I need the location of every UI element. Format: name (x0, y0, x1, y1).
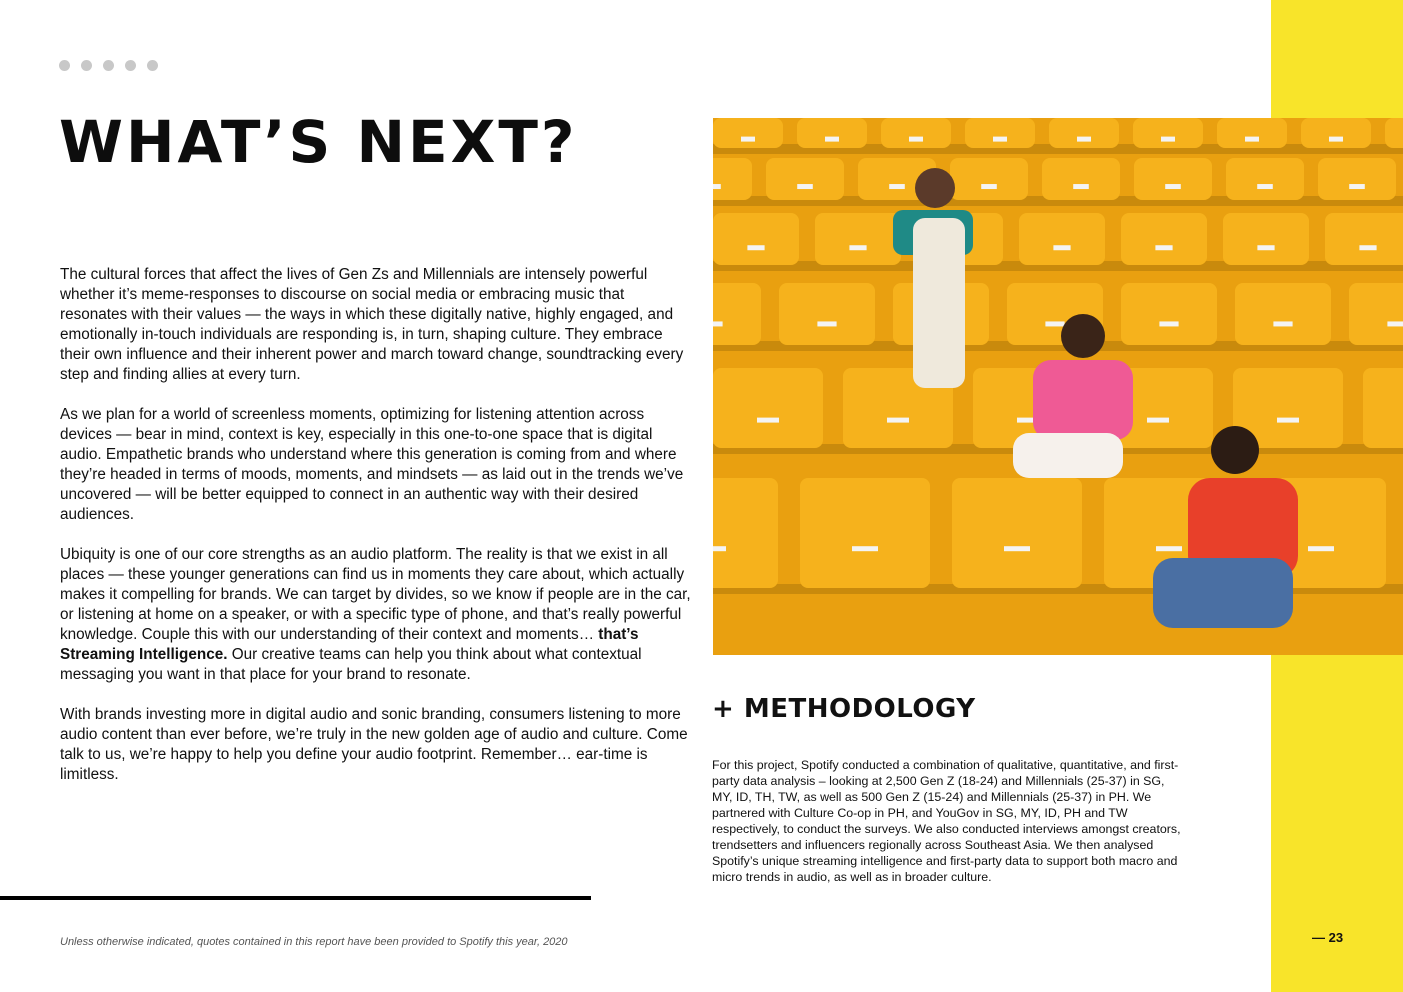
stadium-seat (713, 368, 823, 448)
paragraph-3-outro: Our creative teams can help you think about what contextual messaging you want in that place for your brand to resonate. (60, 646, 642, 683)
seat-number-plate (1277, 418, 1299, 423)
stadium-seat (713, 478, 778, 588)
stadium-seat (1049, 118, 1119, 148)
stadium-seats-photo (713, 118, 1403, 655)
seat-number-plate (909, 137, 923, 142)
seat-number-plate (1359, 245, 1376, 250)
stadium-seat (1385, 118, 1403, 148)
seat-number-plate (713, 184, 721, 189)
body-text (60, 265, 692, 805)
stadium-seat (815, 213, 901, 265)
person-head (1061, 314, 1105, 358)
stadium-seat (766, 158, 844, 200)
methodology-title: + METHODOLOGY (712, 694, 976, 724)
person-pink-top (1033, 360, 1133, 440)
stadium-seat (800, 478, 930, 588)
stadium-seat (713, 158, 752, 200)
stadium-seat (779, 283, 875, 345)
seat-number-plate (981, 184, 997, 189)
seat-number-plate (852, 546, 878, 551)
stadium-seat (1121, 213, 1207, 265)
seat-number-plate (1161, 137, 1175, 142)
stadium-seat (1134, 158, 1212, 200)
stadium-seat (713, 213, 799, 265)
footnote: Unless otherwise indicated, quotes contained in this report have been provided to Spotify this year, 2020 (60, 936, 568, 948)
stadium-seat (1349, 283, 1403, 345)
streaming-intelligence-highlight: that’s Streaming Intelligence. (60, 626, 639, 663)
seat-number-plate (1165, 184, 1181, 189)
page-title: WHAT’S NEXT? (59, 108, 578, 176)
stadium-seat (713, 118, 783, 148)
seat-number-plate (1147, 418, 1169, 423)
seat-number-plate (1257, 184, 1273, 189)
stadium-seat (1363, 368, 1403, 448)
stadium-seat (1301, 118, 1371, 148)
progress-dot (81, 60, 92, 71)
body-paragraph-2: As we plan for a world of screenless moments, optimizing for listening attention across devices — bear in mind, context is key, especially in this one-to-one space that is digital audio. Empathetic brands who understand where this generation is coming from and where they’re headed in terms of moods, moments, and mindsets — as laid out in the trends we’ve uncovered — will be better equipped to connect in an authentic way with their desired audiences. (60, 406, 684, 523)
seat-number-plate (1387, 321, 1403, 326)
seat-number-plate (797, 184, 813, 189)
seat-number-plate (1155, 245, 1172, 250)
seat-number-plate (741, 137, 755, 142)
stadium-seat (965, 118, 1035, 148)
seat-number-plate (1077, 137, 1091, 142)
seat-number-plate (713, 321, 723, 326)
stadium-seat (1223, 213, 1309, 265)
progress-dots (59, 60, 158, 71)
stadium-seat (1121, 283, 1217, 345)
methodology-text: For this project, Spotify conducted a combination of qualitative, quantitative, and first-party data analysis – looking at 2,500 Gen Z (18-24) and Millennials (25-37) in SG, MY, ID, TH, TW, as well as 500 Gen Z (15-24) and Millennials (25-37) in PH. We partnered with Culture Co-op in PH, and YouGov in SG, MY, ID, PH and TW respectively, to conduct the surveys. We also conducted interviews amongst creators, trendsetters and influencers regionally across Southeast Asia. We then analysed Spotify’s unique streaming intelligence and first-party data to support both macro and micro trends in audio, as well as in broader culture. (712, 758, 1181, 884)
body-paragraph-4: With brands investing more in digital audio and sonic branding, consumers listening to more audio content than ever before, we’re truly in the new golden age of audio and culture. Come talk to us, we’re happy to help you define your audio footprint. Remember… ear-time is limitless. (60, 706, 688, 783)
progress-dot (125, 60, 136, 71)
seat-number-plate (1329, 137, 1343, 142)
stadium-seat (713, 283, 761, 345)
progress-dot (103, 60, 114, 71)
seat-number-plate (1045, 321, 1064, 326)
stadium-seat (797, 118, 867, 148)
stadium-seat (1133, 118, 1203, 148)
stadium-seat (1235, 283, 1331, 345)
seat-number-plate (1053, 245, 1070, 250)
seat-number-plate (1159, 321, 1178, 326)
seat-number-plate (1245, 137, 1259, 142)
stadium-seat (1325, 213, 1403, 265)
person-head (1211, 426, 1259, 474)
stadium-seat (950, 158, 1028, 200)
seat-number-plate (1004, 546, 1030, 551)
seat-number-plate (1273, 321, 1292, 326)
seat-number-plate (747, 245, 764, 250)
seat-number-plate (1308, 546, 1334, 551)
seat-number-plate (713, 546, 726, 551)
person-head (915, 168, 955, 208)
person-white-apron (913, 218, 965, 388)
body-paragraph-3 (60, 545, 692, 685)
seat-number-plate (849, 245, 866, 250)
stadium-seat (1217, 118, 1287, 148)
stadium-seat (952, 478, 1082, 588)
seat-number-plate (1257, 245, 1274, 250)
stadium-seat (1318, 158, 1396, 200)
seat-number-plate (817, 321, 836, 326)
person-jeans (1153, 558, 1293, 628)
body-paragraph-1: The cultural forces that affect the lives of Gen Zs and Millennials are intensely powerful whether it’s meme-responses to discourse on social media or embracing music that resonates with their values — the ways in which these digitally native, highly engaged, and emotionally in-touch individuals are responding is, in turn, shaping culture. They embrace their own influence and their inherent power and march toward change, soundtracking every step and finding allies at every turn. (60, 266, 684, 383)
stadium-seat (881, 118, 951, 148)
footer-rule (0, 896, 591, 900)
stadium-seat (1226, 158, 1304, 200)
person-white-skirt (1013, 433, 1123, 478)
page-number: — 23 (1312, 930, 1344, 945)
paragraph-3-intro: Ubiquity is one of our core strengths as an audio platform. The reality is that we exist in all places — these younger generations can find us in moments they care about, which actually makes it compelling for brands. We can target by divides, so we know if people are in the car, or listening at home on a speaker, or with a specific type of phone, and that’s really powerful knowledge. Couple this with our understanding of their context and moments… (60, 546, 691, 643)
seat-number-plate (889, 184, 905, 189)
progress-dot (147, 60, 158, 71)
progress-dot (59, 60, 70, 71)
stadium-seat (1042, 158, 1120, 200)
stadium-seat (1019, 213, 1105, 265)
seat-number-plate (993, 137, 1007, 142)
stadium-seats-illustration (713, 118, 1403, 655)
seat-number-plate (1156, 546, 1182, 551)
seat-number-plate (1073, 184, 1089, 189)
seat-number-plate (757, 418, 779, 423)
seat-number-plate (887, 418, 909, 423)
seat-number-plate (1349, 184, 1365, 189)
seat-number-plate (825, 137, 839, 142)
